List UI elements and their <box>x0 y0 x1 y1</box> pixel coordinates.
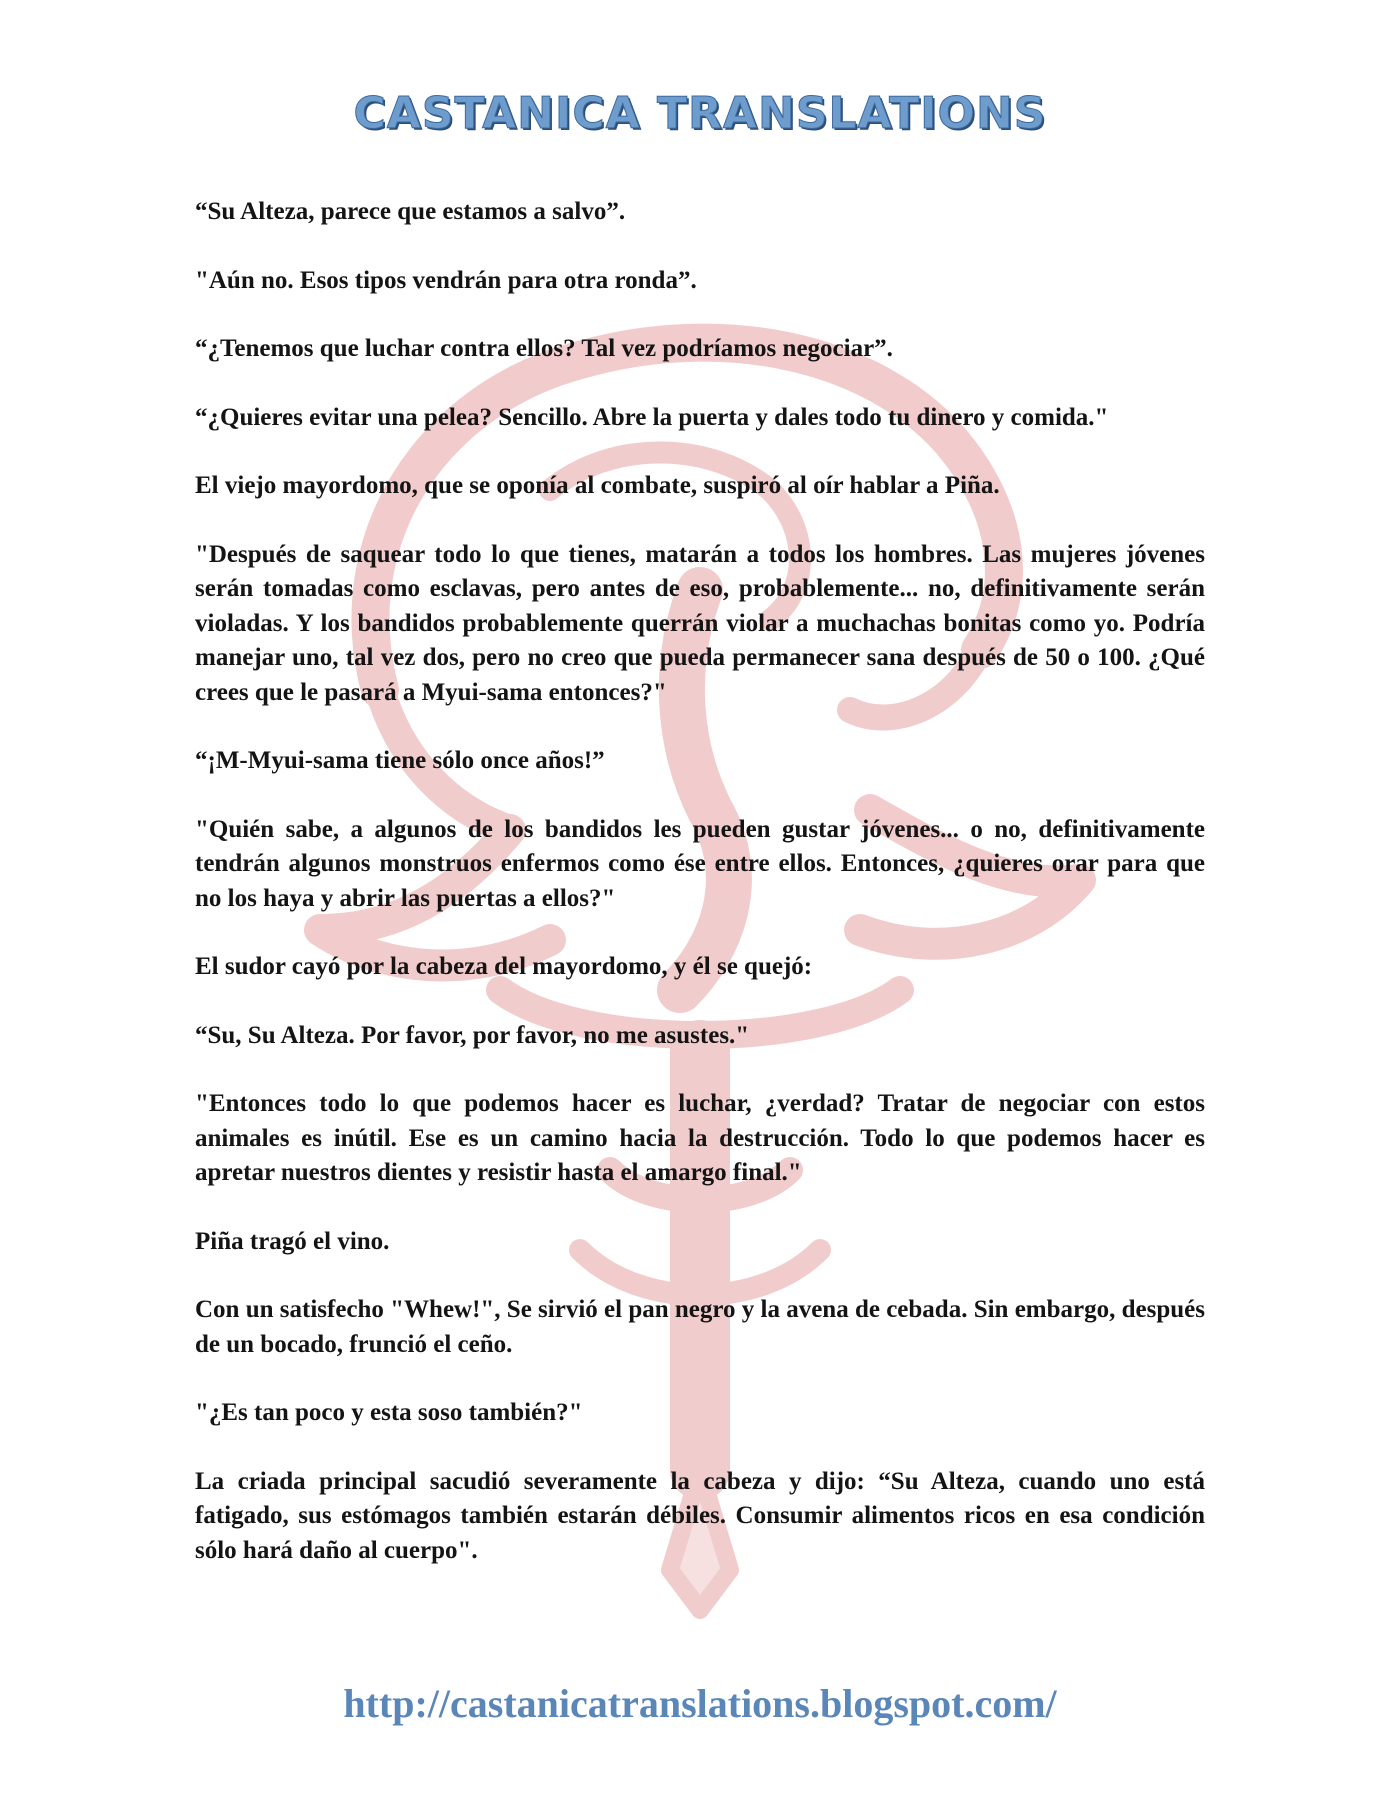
paragraph: “¡M-Myui-sama tiene sólo once años!” <box>195 747 605 774</box>
paragraph: Con un satisfecho "Whew!", Se sirvió el pan negro y la avena de cebada. Sin embargo, después de un bocado, frunció el ceño. <box>195 1296 1205 1358</box>
paragraph: “Su Alteza, parece que estamos a salvo”. <box>195 198 626 225</box>
paragraph: El sudor cayó por la cabeza del mayordomo, y él se quejó: <box>195 953 813 980</box>
paragraph: "Después de saquear todo lo que tienes, matarán a todos los hombres. Las mujeres jóvenes serán tomadas como esclavas, pero antes de eso, probablemente... no, definitivamente serán violadas. Y los bandidos probablemente querrán violar a muchachas bonitas como yo. Podría manejar uno, tal vez dos, pero no creo que pueda permanecer sana después de 50 o 100. ¿Qué crees que le pasará a Myui-sama entonces?" <box>195 540 1205 706</box>
page-header-title: CASTANICA TRANSLATIONS <box>353 88 1047 139</box>
paragraph: "Aún no. Esos tipos vendrán para otra ronda”. <box>195 266 697 294</box>
paragraph: "Entonces todo lo que podemos hacer es luchar, ¿verdad? Tratar de negociar con estos animales es inútil. Ese es un camino hacia la destrucción. Todo lo que podemos hacer es apretar nuestros dientes y resistir hasta el amargo final." <box>195 1090 1205 1186</box>
paragraph: “¿Quieres evitar una pelea? Sencillo. Abre la puerta y dales todo tu dinero y comida." <box>195 403 1109 431</box>
paragraph: La criada principal sacudió severamente la cabeza y dijo: “Su Alteza, cuando uno está fatigado, sus estómagos también estarán débiles. Consumir alimentos ricos en esa condición sólo hará daño al cuerpo". <box>195 1467 1205 1564</box>
paragraph: “¿Tenemos que luchar contra ellos? Tal vez podríamos negociar”. <box>195 335 893 362</box>
footer-url-link[interactable]: http://castanicatranslations.blogspot.com/ <box>343 1681 1057 1726</box>
paragraph: El viejo mayordomo, que se oponía al combate, suspiró al oír hablar a Piña. <box>195 472 1000 499</box>
paragraph: "¿Es tan poco y esta soso también?" <box>195 1399 583 1426</box>
paragraph: "Quién sabe, a algunos de los bandidos les pueden gustar jóvenes... o no, definitivamente tendrán algunos monstruos enfermos como ése entre ellos. Entonces, ¿quieres orar para que no los haya y abrir las puertas a ellos?" <box>195 815 1205 912</box>
paragraph: Piña tragó el vino. <box>195 1227 390 1255</box>
document-body <box>195 195 1205 1602</box>
paragraph: “Su, Su Alteza. Por favor, por favor, no me asustes." <box>195 1021 750 1049</box>
